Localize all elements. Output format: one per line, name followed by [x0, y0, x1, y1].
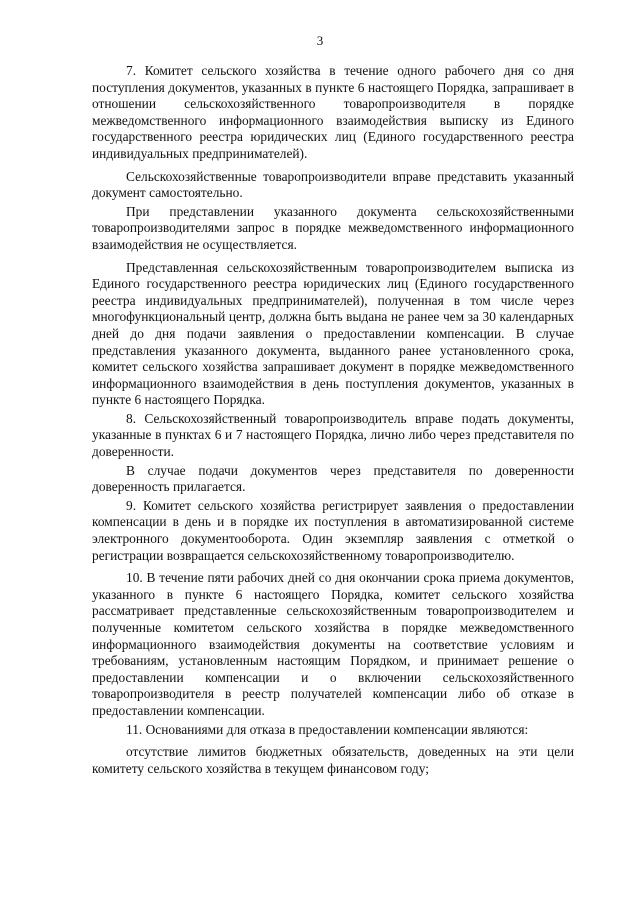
- paragraph-7: 7. Комитет сельского хозяйства в течение одного рабочего дня со дня поступления документов, указанных в пункте 6 настоящего Порядка, запрашивает в отношении сельскохозяйственного товаропроизводителя в порядке межведомственного информационного взаимодействия выписку из Единого государственного реестра юридических лиц (Единого государственного реестра индивидуальных предпринимателей).: [92, 63, 574, 161]
- paragraph-10: 10. В течение пяти рабочих дней со дня окончании срока приема документов, указанного в пункте 6 настоящего Порядка, комитет сельского хозяйства рассматривает представленные сельскохозяйственным товаропроизводителем и полученные комитетом сельского хозяйства в порядке межведомственного информационного взаимодействия документы на соответствие условиям и требованиям, установленным настоящим Порядком, и принимает решение о предоставлении компенсации и о включении сельскохозяйственного товаропроизводителя в реестр получателей компенсации либо об отказе в предоставлении компенсации.: [92, 570, 574, 718]
- document-body: [92, 63, 574, 783]
- paragraph-power-of-attorney: В случае подачи документов через представителя по доверенности доверенность прилагается.: [92, 462, 574, 495]
- page-number: 3: [316, 33, 324, 48]
- paragraph-refusal-ground: отсутствие лимитов бюджетных обязательств, доведенных на эти цели комитету сельского хозяйства в текущем финансовом году;: [92, 744, 574, 776]
- paragraph-8: 8. Сельскохозяйственный товаропроизводитель вправе подать документы, указанные в пунктах 6 и 7 настоящего Порядка, лично либо через представителя по доверенности.: [92, 410, 574, 460]
- paragraph-11: 11. Основаниями для отказа в предоставлении компенсации являются:: [126, 721, 529, 737]
- paragraph-no-request: При представлении указанного документа сельскохозяйственными товаропроизводителями запрос в порядке межведомственного информационного взаимодействия не осуществляется.: [92, 203, 574, 252]
- paragraph-self-submit: Сельскохозяйственные товаропроизводители вправе представить указанный документ самостоятельно.: [92, 168, 574, 201]
- paragraph-extract-validity: Представленная сельскохозяйственным товаропроизводителем выписка из Единого государственного реестра юридических лиц (Единого государственного реестра индивидуальных предпринимателей), полученная в том числе через многофункциональный центр, должна быть выдана не ранее чем за 30 календарных дней до дня подачи заявления о предоставлении компенсации. В случае представления указанного документа, выданного ранее установленного срока, комитет сельского хозяйства запрашивает документ в порядке межведомственного информационного взаимодействия в день поступления документов, указанных в пункте 6 настоящего Порядка.: [92, 259, 574, 408]
- paragraph-9: 9. Комитет сельского хозяйства регистрирует заявления о предоставлении компенсации в день и в порядке их поступления в автоматизированной системе электронного документооборота. Один экземпляр заявления с отметкой о регистрации возвращается сельскохозяйственному товаропроизводителю.: [92, 497, 574, 563]
